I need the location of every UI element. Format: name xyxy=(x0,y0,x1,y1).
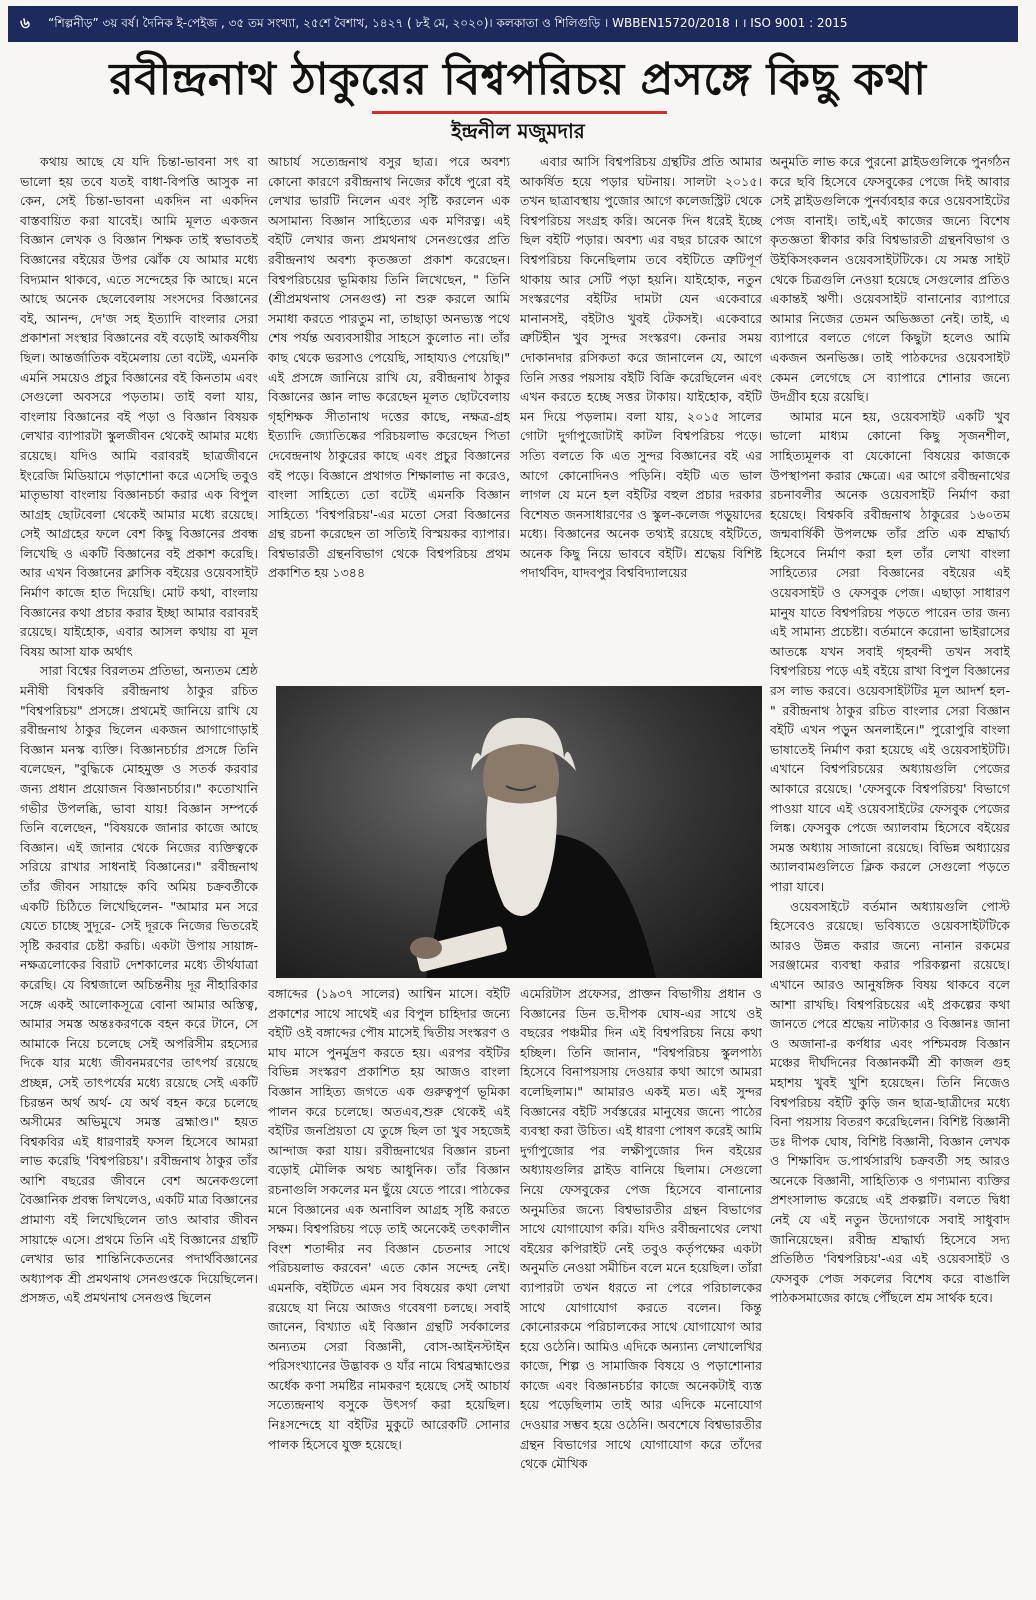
column-1 xyxy=(20,152,258,1592)
column-4 xyxy=(770,152,1010,1592)
portrait-illustration xyxy=(276,686,762,978)
paragraph: আমার মনে হয়, ওয়েবসাইট একটি খুব ভালো মাধ্যম কোনো কিছু সৃজনশীল, সাহিত্যমূলক বা যেকোনো বিষয়ের কাজকে উপস্থাপনা করার ক্ষেত্রে। এর আগে রবীন্দ্রনাথের রচনাবলীর অনেক ওয়েবসাইট নির্মাণ করা হয়েছে। বিশ্বকবি রবীন্দ্রনাথ ঠাকুরের ১৬০তম জন্মবার্ষিকী উপলক্ষে তাঁর প্রতি এক শ্রদ্ধার্ঘ্য হিসেবে নির্মাণ করা হল তাঁর লেখা বাংলা সাহিত্যের সেরা বিজ্ঞানের বইয়ের এই ওয়েবসাইট ও ফেসবুক পেজ। এছাড়া সাধারণ মানুষ যাতে বিশ্বপরিচয় পড়তে পারেন তার জন্য এই সামান্য প্রচেষ্টা। বর্তমানে করোনা ভাইরাসের আতঙ্কে যখন সবাই গৃহবন্দী তখন সবাই বিশ্বপরিচয় পড়ে এই বইয়ে রাখা বিপুল বিজ্ঞানের রস লাভ করবে। ওয়েবসাইটটির মূল আদর্শ হল- " রবীন্দ্রনাথ ঠাকুর রচিত বাংলার সেরা বিজ্ঞান বইটি এখন পড়ুন অনলাইনে।" পুরোপুরি বাংলা ভাষাতেই নির্মাণ করা হয়েছে এই ওয়েবসাইটটি। এখানে বিশ্বপরিচয়ের অধ্যায়গুলি পেজের আকারে রয়েছে। 'ফেসবুকে বিশ্বপরিচয়' বিভাগে পাওয়া যাবে এই ওয়েবসাইটের ফেসবুক পেজের লিঙ্ক। ফেসবুক পেজে অ্যালবাম হিসেবে বইয়ের সমস্ত অধ্যায় সাজানো রয়েছে। বিভিন্ন অধ্যায়ের অ্যালবামগুলিতে ক্লিক করলে সেগুলো পড়তে পারা যাবে। xyxy=(770,408,1010,894)
masthead-bar xyxy=(8,6,1018,42)
paragraph: কথায় আছে যে যদি চিন্তা-ভাবনা সৎ বা ভালো হয় তবে যতই বাধা-বিপত্তি আসুক না কেন, সেই চিন্তা-ভাবনা একদিন না একদিন বাস্তবায়িত করা যাবেই। আমি মূলত একজন বিজ্ঞান লেখক ও বিজ্ঞান শিক্ষক তাই স্বভাবতই বিজ্ঞানের বইয়ের উপর ঝোঁক যে আমার মধ্যে বিদ্যমান থাকবে, এতে সন্দেহের কি আছে। মনে আছে অনেক ছেলেবেলায় সংসদের বিজ্ঞানের বই, আনন্দ, দে'জ সহ ইত্যাদি বাংলার সেরা প্রকাশনা সংস্থার বিজ্ঞানের বই বড়োই আকর্ষণীয় ছিল। আন্তর্জাতিক বইমেলায় তো বটেই, এমনকি এমনি সময়েও প্রচুর বিজ্ঞানের বই কিনতাম এবং সেগুলো অবসরে পড়তাম। তাই বলা যায়, বাংলায় বিজ্ঞানের বই পড়া ও বিজ্ঞান বিষয়ক লেখার ব্যাপারটা স্কুলজীবন থেকেই আমার মধ্যে রয়েছে। যদিও আমি বরাবরই ছাত্রজীবনে ইংরেজি মিডিয়ামে পড়াশোনা করে এসেছি তবুও মাতৃভাষা বাংলায় বিজ্ঞানচর্চা করার এক বিপুল আগ্রহ ছোটবেলা থেকেই আমার মধ্যে রয়েছে। সেই আগ্রহের ফলে বেশ কিছু বিজ্ঞানের প্রবন্ধ লিখেছি ও একটি বিজ্ঞানের বই প্রকাশ করেছি। আর এখন বিজ্ঞানের ক্লাসিক বইয়ের ওয়েবসাইট নির্মাণ কাজে হাত দিয়েছি। মোট কথা, বাংলায় বিজ্ঞানের কথা প্রচার করার ইচ্ছা আমার বরাবরই রয়েছে। যাইহোক, এবার আসল কথায় বা মূল বিষয় আসা যাক অর্থাৎ xyxy=(20,154,258,659)
paragraph: এবার আসি বিশ্বপরিচয় গ্রন্থটির প্রতি আমার আকর্ষিত হয়ে পড়ার ঘটনায়। সালটা ২০১৫। তখন ছাত্রাবস্থায় পুজোর আগে কলেজস্ট্রিট থেকে বিশ্বপরিচয় সংগ্রহ করি। অনেক দিন ধরেই ইচ্ছে ছিল বইটি পড়ার। অবশ্য এর বছর চারেক আগে বিশ্বপরিচয় কিনেছিলাম তবে বইটিতে ত্রুটিপূর্ণ থাকায় আর সেটি পড়া হয়নি। যাইহোক, নতুন সংস্করণের বইটির দামটা যেন একেবারে মানানসই, বইটাও খুবই টেকসই। একেবারে ত্রুটিহীন খুব সুন্দর সংস্করণ। কেনার সময় দোকানদার রসিকতা করে জানালেন যে, আগে তিনি সত্তর পয়সায় বইটি বিক্রি করেছিলেন এবং এখন করতে হচ্ছে সত্তর টাকায়। যাইহোক, বইটি মন দিয়ে পড়লাম। বলা যায়, ২০১৫ সালের গোটা দুর্গাপুজোটাই কাটল বিশ্বপরিচয় পড়ে। সত্যি বলতে কি এত সুন্দর বিজ্ঞানের বই এর আগে কোনোদিনও পড়িনি। বইটি এত ভাল লাগল যে মনে হল বইটির বহুল প্রচার দরকার বিশেষত জনসাধারণের ও স্কুল-কলেজ পড়ুয়াদের মধ্যে। বিজ্ঞানের অনেক তথ্যই রয়েছে বইটিতে, অনেক কিছু নিয়ে ভাববে বইটি। শ্রদ্ধেয় বিশিষ্ট পদার্থবিদ, যাদবপুর বিশ্ববিদ্যালয়ের xyxy=(520,154,762,581)
column-3-top xyxy=(520,152,762,680)
column-2-bottom xyxy=(268,984,510,1592)
article-title: রবীন্দ্রনাথ ঠাকুরের বিশ্বপরিচয় প্রসঙ্গে কিছু কথা xyxy=(109,54,927,105)
paragraph: এমেরিটাস প্রফেসর, প্রাক্তন বিভাগীয় প্রধান ও বিজ্ঞানের ডিন ড.দীপক ঘোষ-এর সাথে ওই বছরের পঞ্চমীর দিন এই বিশ্বপরিচয় নিয়ে কথা হচ্ছিল। তিনি জানান, "বিশ্বপরিচয় স্কুলপাঠ্য হিসেবে বিনাপয়সায় দেওয়ার কথা আগে আমরা বলেছিলাম।" আমারও একই মত। এই সুন্দর বিজ্ঞানের বইটি সর্বস্তরের মানুষের জন্যে পাঠের ব্যবস্থা করা উচিত। এই ধারণা পোষণ করেই আমি দুর্গাপুজোর পর লক্ষীপুজোর দিন বইয়ের অধ্যায়গুলির স্লাইড বানিয়ে ছিলাম। সেগুলো নিয়ে ফেসবুকের পেজ হিসেবে বানানোর অনুমতির জন্যে বিশ্বভারতীর গ্রন্থন বিভাগের সাথে যোগাযোগ করি। যদিও রবীন্দ্রনাথের লেখা বইয়ের কপিরাইট নেই তবুও কর্তৃপক্ষের একটা অনুমতি নেওয়া সমীচিন বলে মনে হয়েছিল। তাঁরা ব্যাপারটা তখন ধরতে না পেরে পরিচালকের সাথে যোগাযোগ করতে বলেন। কিন্তু কোনোরকমে পরিচালকের সাথে যোগাযোগ আর হয়ে ওঠেনি। আমিও এদিকে অন্যান্য লেখালেখির কাজে, শিল্প ও সামাজিক বিষয়ে ও পড়াশোনার কাজে এবং বিজ্ঞানচর্চার কাজে অনেকটাই ব্যস্ত হয়ে পড়েছিলাম তাই আর এদিকে মনোযোগ দেওয়ার সম্ভব হয়ে ওঠেনি। অবশেষে বিশ্বভারতীর গ্রন্থন বিভাগের সাথে যোগাযোগ করে তাঁদের থেকে মৌখিক xyxy=(520,986,762,1472)
column-2-top xyxy=(268,152,510,680)
paragraph: ওয়েবসাইটে বর্তমান অধ্যায়গুলি পোস্ট হিসেবেও রয়েছে। ভবিষ্যতে ওয়েবসাইটটিকে আরও উন্নত করার জন্যে নানান রকমের সরঞ্জামের ব্যবস্থা করার পরিকল্পনা রয়েছে। এখানে আরও আনুষঙ্গিক বিষয় থাকবে বলে আশা রাখছি। বিশ্বপরিচয়ের এই প্রকল্পের কথা জানতে পেরে শ্রদ্ধেয় নাট্যকার ও বিজ্ঞানঃ জানা ও অজানা-র কর্ণধার এবং পশ্চিমবঙ্গ বিজ্ঞান মঞ্চের দীর্ঘদিনের বিজ্ঞানকর্মী শ্রী কাজল গুহ মহাশয় খুবই খুশি হয়েছেন। তিনি নিজেও বিশ্বপরিচয় বইটি কুড়ি জন ছাত্র-ছাত্রীদের মধ্যে বিনা পয়সায় বিতরণ করেছিলেন। বিশিষ্ট বিজ্ঞানী ডঃ দীপক ঘোষ, বিশিষ্ট বিজ্ঞানী, বিজ্ঞান লেখক ও শিক্ষাবিদ ড.পার্থসারথি চক্রবর্তী সহ আরও অনেকে বিজ্ঞানী, সাহিত্যিক ও গণ্যমান্য ব্যক্তির প্রশংসালাভ করেছে এই প্রকল্পটি। বলতে দ্বিধা নেই যে এই নতুন উদ্যোগকে সবাই সাধুবাদ জানিয়েছেন। রবীন্দ্র শ্রদ্ধার্ঘ্য হিসেবে সদ্য প্রতিষ্ঠিত 'বিশ্বপরিচয়'-এর এই ওয়েবসাইট ও ফেসবুক পেজ সকলের বিশেষ করে বাঙালি পাঠকসমাজের কাছে পৌঁছলে শ্রম সার্থক হবে। xyxy=(770,898,1010,1306)
issue-info: “শিল্পনীড়” ৩য় বর্ষ। দৈনিক ই-পেইজ , ৩৫ তম সংখ্যা, ২৫শে বৈশাখ, ১৪২৭ ( ৮ই মে, ২০২০)। কলকাতা ও শিলিগুড়ি । WBBEN15720/2018 । । ISO 9001 : 2015 xyxy=(48,15,848,30)
article-author: ইন্দ্রনীল মজুমদার xyxy=(451,119,585,143)
paragraph: সারা বিশ্বের বিরলতম প্রতিভা, অন্যতম শ্রেষ্ঠ মনীষী বিশ্বকবি রবীন্দ্রনাথ ঠাকুর রচিত "বিশ্বপরিচয়" প্রসঙ্গে। প্রথমেই জানিয়ে রাখি যে রবীন্দ্রনাথ ঠাকুর ছিলেন একজন আগাগোড়াই বিজ্ঞান মনস্ক ব্যক্তি। বিজ্ঞানচর্চার প্রসঙ্গে তিনি বলেছেন, "বুদ্ধিকে মোহমুক্ত ও সতর্ক করবার জন্য প্রধান প্রয়োজন বিজ্ঞানচর্চার।" কতোখানি গভীর উপলব্ধি, ভাবা যায়! বিজ্ঞান সম্পর্কে তিনি বলেছেন, "বিষয়কে জানার কাজে আছে বিজ্ঞান। এই জানার থেকে নিজের ব্যক্তিত্বকে সরিয়ে রাখার সাধনাই বিজ্ঞানের।" রবীন্দ্রনাথ তাঁর জীবন সায়াহ্নে কবি অমিয় চক্রবর্তীকে একটি চিঠিতে লিখেছিলেন- "আমার মন সরে যেতে চাচ্ছে সুদূরে- সেই দূরকে নিজের ভিতরেই সৃষ্টি করবার চেষ্টা করচি। একটা উপায় সায়াঙ্গ-নক্ষত্রলোকের বিরাট দেশকালের মধ্যে তীর্থযাত্রা করেছি। যে বিশ্বজালে অচিন্তনীয় দূর নীহারিকার সঙ্গে একই আলোকসূত্রে বোনা আমার অস্তিত্ব, আমার সমস্ত অন্তঃকরণকে বহন করে টানে, সে আমাকে নিয়ে চলেছে সেই অপরিসীম রহস্যের দিকে যার মধ্যে জীবনমরণের তাৎপর্য রয়েছে প্রচ্ছন্ন, সেই তাৎপর্যের মধ্যে রয়েছে সেই একটি চিরন্তন অর্থ অর্থ- যে অর্থ বহন করে চলেছে অসীমের অভিমুখে সমস্ত ব্রহ্মাণ্ড।" হয়ত বিশ্বকবির এই ধারণারই ফসল হিসেবে আমরা লাভ করেছি 'বিশ্বপরিচয়'। রবীন্দ্রনাথ ঠাকুর তাঁর আশি বছরের জীবনে বেশ অনেকগুলো বৈজ্ঞানিক প্রবন্ধ লিখলেও, একটি মাত্র বিজ্ঞানের প্রামাণ্য বই লিখেছিলেন তাও আবার জীবন সায়াহ্নে এসে। প্রথমে তিনি এই বিজ্ঞানের গ্রন্থটি লেখার ভার শান্তিনিকেতনের পদার্থবিজ্ঞানের অধ্যাপক শ্রী প্রমথনাথ সেনগুপ্তকে দিয়েছিলেন। প্রসঙ্গত, এই প্রমথনাথ সেনগুপ্ত ছিলেন xyxy=(20,663,258,1306)
column-3-bottom xyxy=(520,984,762,1592)
portrait-photo xyxy=(276,686,762,978)
paragraph: আচার্য সত্যেন্দ্রনাথ বসুর ছাত্র। পরে অবশ্য কোনো কারণে রবীন্দ্রনাথ নিজের কাঁধে পুরো বই লেখার ভারটি নিলেন এবং সৃষ্টি করলেন এক অসামান্য বিজ্ঞান সাহিত্যের এক মণিরত্ন। এই বইটি লেখার জন্য প্রমথনাথ সেনগুপ্তের প্রতি রবীন্দ্রনাথ অবশ্য কৃতজ্ঞতা প্রকাশ করেছেন। বিশ্বপরিচয়ের ভূমিকায় তিনি লিখেছেন, " তিনি (শ্রীপ্রমথনাথ সেনগুপ্ত) না শুরু করলে আমি সমাধা করতে পারতুম না, তাছাড়া অনভ্যস্ত পথে শেষ পর্যন্ত অব্যবসায়ীর সাহসে কুলোত না। তাঁর কাছ থেকে ভরসাও পেয়েছি, সাহায্যও পেয়েছি।" এই প্রসঙ্গে জানিয়ে রাখি যে, রবীন্দ্রনাথ ঠাকুর বিজ্ঞানের জ্ঞান লাভ করেছেন মূলত ছোটবেলায় গৃহশিক্ষক সীতানাথ দত্তের কাছে, নক্ষত্র-গ্রহ ইত্যাদি জ্যোতিষ্কের পরিচয়লাভ করেছেন পিতা দেবেন্দ্রনাথ ঠাকুরের কাছে এবং প্রচুর বিজ্ঞানের বই পড়ে। বিজ্ঞানে প্রথাগত শিক্ষালাভ না করেও, বাংলা সাহিত্যে তো বটেই এমনকি বিজ্ঞান সাহিত্যে 'বিশ্বপরিচয়'-এর মতো সেরা বিজ্ঞানের গ্রন্থ রচনা করেছেন তা সত্যিই বিস্ময়কর ব্যাপার। বিশ্বভারতী গ্রন্থনবিভাগ থেকে বিশ্বপরিচয় প্রথম প্রকাশিত হয় ১৩৪৪ xyxy=(268,154,510,581)
paragraph: বঙ্গাব্দের (১৯৩৭ সালের) আশ্বিন মাসে। বইটি প্রকাশের সাথে সাথেই এর বিপুল চাহিদার জন্যে বইটি ওই বঙ্গাব্দের পৌষ মাসেই দ্বিতীয় সংস্করণ ও মাঘ মাসে পুনর্মুদ্রণ করতে হয়। এরপর বইটির বিভিন্ন সংস্করণ প্রকাশিত হয় আজও বাংলা বিজ্ঞান সাহিত্য জগতে এক গুরুত্বপূর্ণ ভূমিকা পালন করে চলেছে। অতএব,শুরু থেকেই এই বইটির জনপ্রিয়তা যে তুঙ্গে ছিল তা খুব সহজেই আন্দাজ করা যায়। রবীন্দ্রনাথের বিজ্ঞান রচনা বড়োই মৌলিক অথচ আধুনিক। তাঁর বিজ্ঞান রচনাগুলি সকলের মন ছুঁয়ে যেতে পারে। পাঠকের মনে বিজ্ঞানের এক অনাবিল আগ্রহ সৃষ্টি করতে সক্ষম। বিশ্বপরিচয় পড়ে তাই অনেকেই তৎকালীন বিংশ শতাব্দীর নব বিজ্ঞান চেতনার সাথে পরিচয়লাভ করবেন' এতে কোন সন্দেহ নেই। এমনকি, বইটিতে এমন সব বিষয়ের কথা লেখা রয়েছে যা নিয়ে আজও গবেষণা চলছে। সবাই জানেন, বিখ্যাত এই বিজ্ঞান গ্রন্থটি সর্বকালের অন্যতম সেরা বিজ্ঞানী, বোস-আইনস্টাইন পরিসংখ্যানের উদ্ভাবক ও যাঁর নামে বিশ্বব্রহ্মাণ্ডের অর্ধেক কণা সমষ্টির নামকরণ হয়েছে সেই আচার্য সত্যেন্দ্রনাথ বসুকে উৎসর্গ করা হয়েছিল। নিঃসন্দেহে যা বইটির মুকুটে আরেকটি সোনার পালক হিসেবে যুক্ত হয়েছে। xyxy=(268,986,510,1452)
page-number: ৬ xyxy=(20,13,30,32)
paragraph: অনুমতি লাভ করে পুরনো স্লাইডগুলিকে পুনর্গঠন করে ছবি হিসেবে ফেসবুকের পেজে দিই আবার সেই স্লাইডগুলিকে পুনর্ব্যবহার করে ওয়েবসাইটের পেজ বানাই। তাই,এই কাজের জন্যে বিশেষ কৃতজ্ঞতা স্বীকার করি বিশ্বভারতী গ্রন্থনবিভাগ ও উইকিসংকলন ওয়েবসাইটটিকে। যে সমস্ত সাইট থেকে চিত্রগুলি নেওয়া হয়েছে সেগুলোর প্রতিও একান্তই ঋণী। ওয়েবসাইট বানানোর ব্যাপারে আমার নিজের তেমন অভিজ্ঞতা নেই। তাই, এ ব্যাপারে বলতে গেলে কিছুটা হলেও আমি একজন অনভিজ্ঞ। তাই পাঠকদের ওয়েবসাইট কেমন লেগেছে সে ব্যাপারে শোনার জন্যে উদগ্রীব হয়ে রয়েছি। xyxy=(770,154,1010,405)
